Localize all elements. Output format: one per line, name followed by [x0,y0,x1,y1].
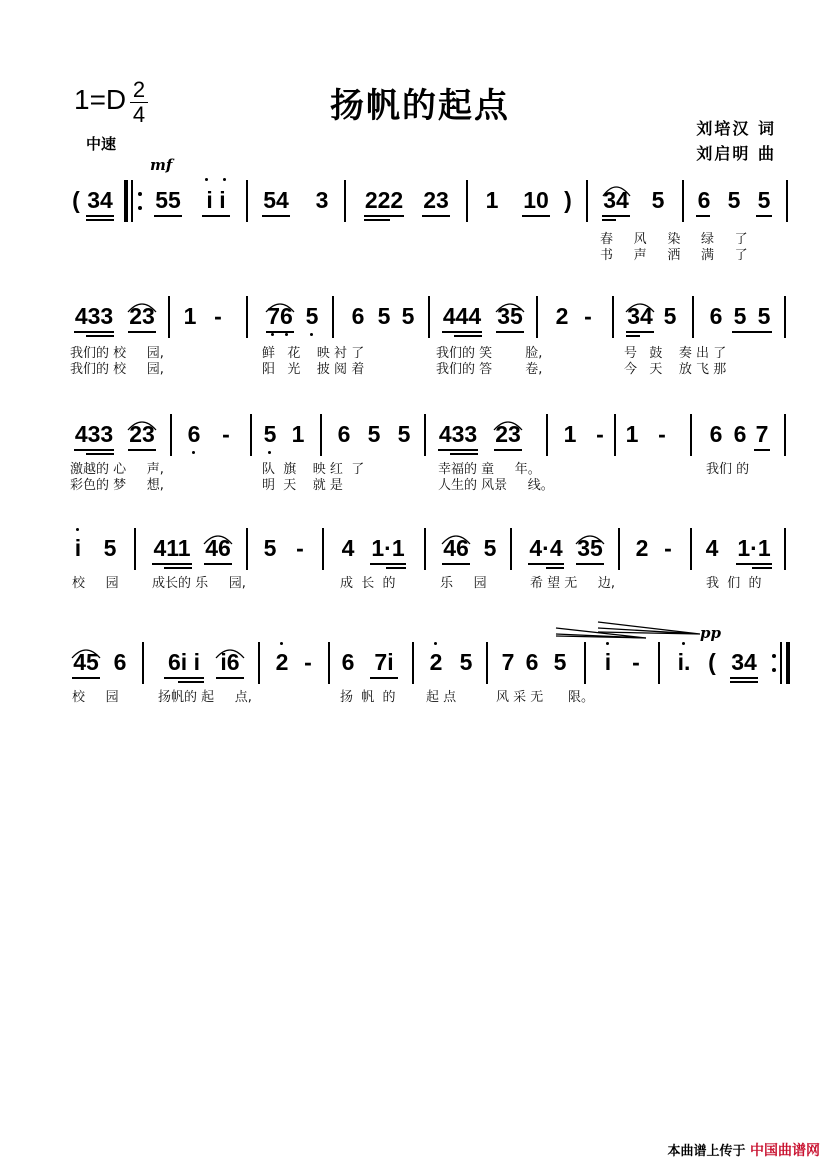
note-group: 46 [443,535,469,561]
time-denominator: 4 [132,102,146,127]
note-group: 433 [74,421,114,447]
note-group: 45 [73,649,99,675]
note-group: 7i [374,649,394,675]
note-group: 2 [555,303,569,329]
lyrics-3a-4: 我们 的 [706,462,750,477]
slur [72,650,100,658]
note-group: - [584,303,592,329]
note-group: 433 [438,421,478,447]
note-group: - [304,649,312,675]
note-group: 1·1 [371,535,405,561]
note-group: 5 [263,421,277,447]
slur [128,304,156,312]
lyrics-2a-4: 号 鼓 奏 出 了 [624,346,727,361]
note-group: 5 [733,303,747,329]
lyrics-2a-1: 我们的 校 园, [70,346,164,361]
lyrics-2b-1: 我们的 校 园, [70,362,164,377]
note-group: 5 [377,303,391,329]
note-group: 2 [275,649,289,675]
note-group: 6 [733,421,747,447]
note-group: 5 [263,535,277,561]
note-group: 76 [267,303,293,329]
site-logo: 中国曲谱网 [750,1143,820,1159]
note-group: 54 [263,187,289,213]
note-group: i [74,535,82,561]
lyrics-5-1: 校 园 [72,690,119,705]
slur [442,536,470,544]
note-group: 444 [442,303,482,329]
note-group: 6 [697,187,711,213]
time-numerator: 2 [132,77,146,102]
note-group: 55 [155,187,181,213]
note-group: 2 [429,649,443,675]
lyrics-5-3: 扬 帆 的 [340,690,396,705]
note-group: 5 [401,303,415,329]
note-group: ) [564,187,572,213]
note-group: - [222,421,230,447]
lyrics-4-1: 校 园 [72,576,119,591]
lyrics-3a-2: 队 旗 映 红 了 [262,462,365,477]
note-group: 3 [315,187,329,213]
slur [266,304,294,312]
slur [603,187,630,196]
note-group: 7 [755,421,769,447]
slur [626,304,654,312]
lyrics-3a-1: 激越的 心 声, [70,462,164,477]
lyrics-2b-4: 今 天 放 飞 那 [624,362,727,377]
note-group: 1 [485,187,499,213]
note-group: 6 [709,421,723,447]
lyrics-5-2: 扬帆的 起 点, [158,690,252,705]
note-group: 6 [341,649,355,675]
slur [204,536,232,544]
dynamic-pp: pp [700,624,721,642]
note-group: 6 [709,303,723,329]
note-group: 34 [627,303,653,329]
note-group: 35 [497,303,523,329]
note-group: 1 [183,303,197,329]
note-group: 5 [663,303,677,329]
slur [494,422,522,430]
note-group: i i [206,187,226,213]
note-group: - [296,535,304,561]
lyrics-line-1a: 春 风 染 绿 了 [600,232,748,247]
lyrics-3b-1: 彩色的 梦 想, [70,478,164,493]
note-group: 2 [635,535,649,561]
note-group: 4·4 [529,535,563,561]
note-group: 1 [563,421,577,447]
note-group: 34 [731,649,757,675]
note-group: 34 [87,187,113,213]
note-group: 411 [153,535,191,561]
hairpin [598,622,700,634]
lyrics-2b-2: 阳 光 披 阅 着 [262,362,365,377]
note-group: 6 [351,303,365,329]
note-group: 23 [129,303,155,329]
lyrics-4-3: 成 长 的 [340,576,396,591]
lyrics-4-5: 希 望 无 边, [530,576,616,591]
note-group: 5 [459,649,473,675]
note-group: 5 [651,187,665,213]
note-group: 1 [625,421,639,447]
note-group: 23 [495,421,521,447]
note-group: 433 [74,303,114,329]
note-group: 1·1 [737,535,771,561]
note-group: 6 [525,649,539,675]
footer-credit [667,1140,820,1160]
note-group: 5 [483,535,497,561]
lyrics-3a-3: 幸福的 童 年。 [438,462,541,477]
note-group: 5 [727,187,741,213]
note-group: 1 [291,421,305,447]
note-group: 6 [337,421,351,447]
slur [496,304,524,312]
note-group: 10 [523,187,549,213]
note-group: i [604,649,612,675]
lyrics-2b-3: 我们的 答 卷, [436,362,543,377]
note-group: 5 [397,421,411,447]
note-group: - [664,535,672,561]
note-group: 5 [757,303,771,329]
slur [128,422,156,430]
lyrics-3b-2: 明 天 就 是 [262,478,343,493]
note-group: 5 [305,303,319,329]
note-group: 222 [364,187,404,213]
note-group: 6 [187,421,201,447]
note-group: 23 [423,187,449,213]
note-group: 34 [603,187,629,213]
slur [216,650,244,658]
note-group: 23 [129,421,155,447]
note-group: 7 [501,649,515,675]
note-group: - [658,421,666,447]
slur [576,536,604,544]
tempo-marking: 中速 [86,135,117,153]
note-group: ( [708,649,716,675]
note-group: i. [677,649,691,675]
note-group: 5 [553,649,567,675]
note-group: 4 [341,535,355,561]
dynamic-mf: mf [150,156,173,174]
song-title: 扬帆的起点 [330,86,510,126]
lyrics-3b-3: 人生的 风景 线。 [438,478,554,493]
lyricist-credit: 刘培汉 词 [696,119,776,138]
note-group: 6 [113,649,127,675]
note-group: - [596,421,604,447]
lyrics-5-5: 风 采 无 限。 [496,690,595,705]
note-group: 5 [103,535,117,561]
footer-text: 本曲谱上传于 [667,1144,746,1159]
note-group: i6 [220,649,240,675]
lyrics-4-4: 乐 园 [440,576,487,591]
lyrics-2a-2: 鲜 花 映 衬 了 [262,346,365,361]
note-group: 46 [205,535,231,561]
note-group: 4 [705,535,719,561]
note-group: - [632,649,640,675]
note-group: 5 [367,421,381,447]
key-signature: 1=D [74,84,127,115]
note-group: - [214,303,222,329]
note-group: 35 [577,535,603,561]
lyrics-line-1b: 书 声 洒 满 了 [600,248,748,263]
note-group: 5 [757,187,771,213]
lyrics-4-2: 成长的 乐 园, [152,576,246,591]
lyrics-5-4: 起 点 [426,690,457,705]
lyrics-4-6: 我 们 的 [706,576,762,591]
note-group: ( [72,187,80,213]
composer-credit: 刘启明 曲 [696,144,776,163]
lyrics-2a-3: 我们的 笑 脸, [436,346,543,361]
note-group: 6i i [168,649,200,675]
